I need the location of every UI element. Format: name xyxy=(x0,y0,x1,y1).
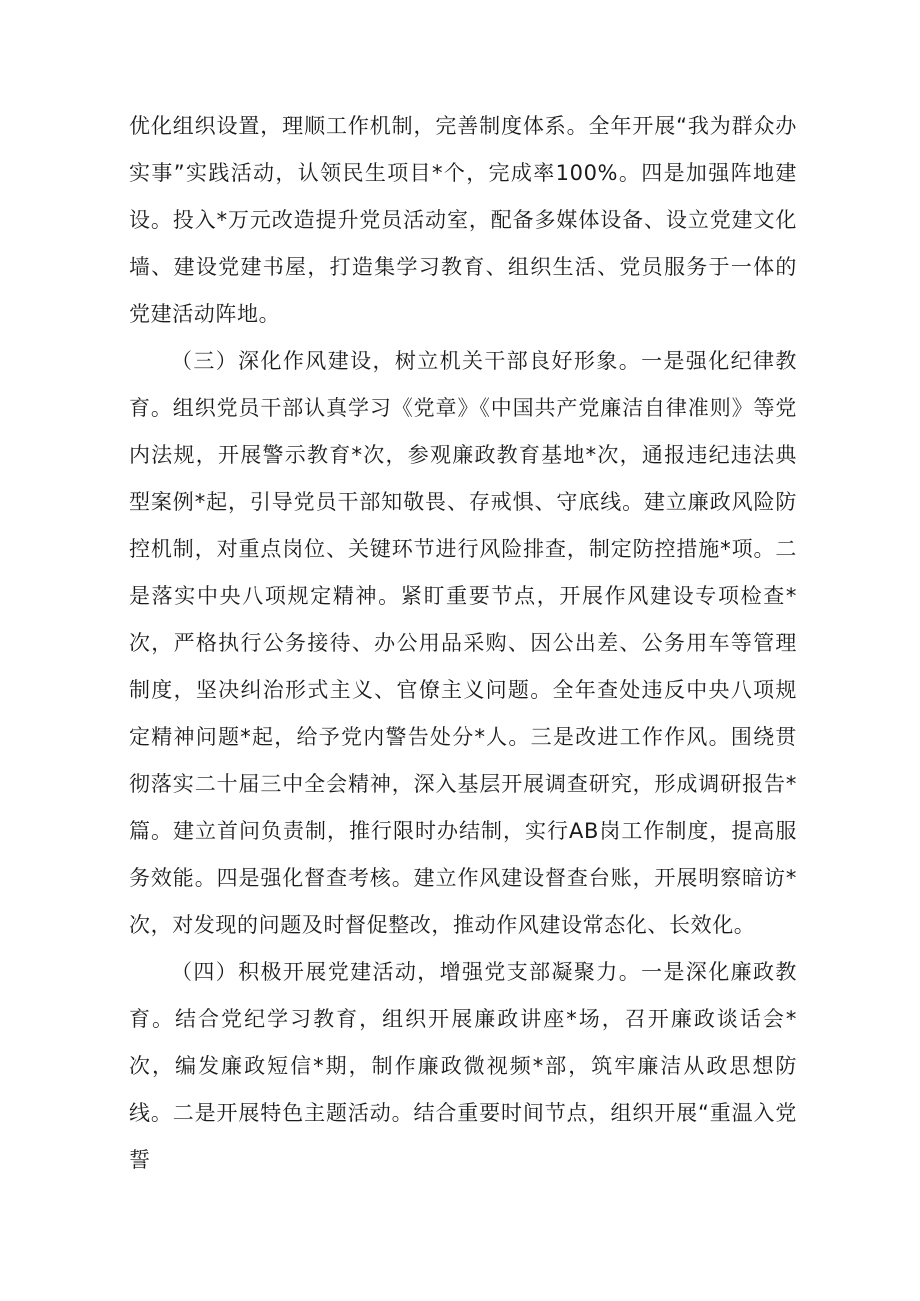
paragraph-section-three: （三）深化作风建设，树立机关干部良好形象。一是强化纪律教育。组织党员干部认真学习《党章》《中国共产党廉洁自律准则》等党内法规，开展警示教育*次，参观廉政教育基地*次，通报违纪违法典型案例*起，引导党员干部知敬畏、存戒惧、守底线。建立廉政风险防控机制，对重点岗位、关键环节进行风险排查，制定防控措施*项。二是落实中央八项规定精神。紧盯重要节点，开展作风建设专项检查*次，严格执行公务接待、办公用品采购、因公出差、公务用车等管理制度，坚决纠治形式主义、官僚主义问题。全年查处违反中央八项规定精神问题*起，给予党内警告处分*人。三是改进工作作风。围绕贯彻落实二十届三中全会精神，深入基层开展调查研究，形成调研报告*篇。建立首问负责制，推行限时办结制，实行AB岗工作制度，提高服务效能。四是强化督查考核。建立作风建设督查台账，开展明察暗访*次，对发现的问题及时督促整改，推动作风建设常态化、长效化。 xyxy=(129,349,797,937)
paragraph-section-four: （四）积极开展党建活动，增强党支部凝聚力。一是深化廉政教育。结合党纪学习教育，组织开展廉政讲座*场，召开廉政谈话会*次，编发廉政短信*期，制作廉政微视频*部，筑牢廉洁从政思想防线。二是开展特色主题活动。结合重要时间节点，组织开展“重温入党誓 xyxy=(129,960,797,1172)
paragraph-continuation: 优化组织设置，理顺工作机制，完善制度体系。全年开展“我为群众办实事”实践活动，认领民生项目*个，完成率100%。四是加强阵地建设。投入*万元改造提升党员活动室，配备多媒体设备、设立党建文化墙、建设党建书屋，打造集学习教育、组织生活、党员服务于一体的党建活动阵地。 xyxy=(129,114,797,326)
document-body xyxy=(129,103,797,1184)
